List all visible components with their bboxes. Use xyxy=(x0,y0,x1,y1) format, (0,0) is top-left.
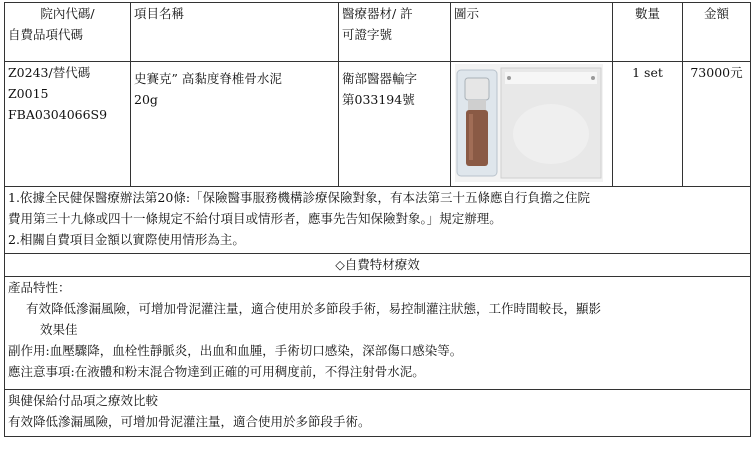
comparison-row xyxy=(5,390,751,437)
item-license xyxy=(339,62,451,187)
features-heading: 產品特性： xyxy=(8,280,71,295)
header-code-line1: 院內代碼/ xyxy=(40,6,95,21)
note-line-2: 費用第三十九條或四十一條規定不給付項目或情形者，應事先告知保險對象。」規定辦理。 xyxy=(8,211,502,226)
features-body-line2: 效果佳 xyxy=(40,322,78,337)
header-image xyxy=(451,3,613,62)
item-name-line1: 史賽克” 高黏度脊椎骨水泥 xyxy=(134,71,282,86)
header-name-text: 項目名稱 xyxy=(134,6,185,21)
item-image-cell xyxy=(451,62,613,187)
header-amount xyxy=(683,3,751,62)
comparison-body: 有效降低滲漏風險，可增加骨泥灌注量，適合使用於多節段手術。 xyxy=(8,414,371,429)
header-amount-text: 金額 xyxy=(703,6,729,21)
item-name xyxy=(131,62,339,187)
item-amount-text: 73000元 xyxy=(690,65,743,80)
item-quantity-text: 1 set xyxy=(632,65,663,80)
item-license-line2: 第033194號 xyxy=(342,92,415,107)
features-cell xyxy=(5,277,751,390)
item-quantity xyxy=(613,62,683,187)
item-table xyxy=(4,2,751,437)
product-photo xyxy=(455,64,603,182)
comparison-cell xyxy=(5,390,751,437)
item-image-wrap xyxy=(451,62,612,178)
item-code-3: FBA0304066S9 xyxy=(8,107,108,122)
header-license-line1: 醫療器材/ 許 xyxy=(342,6,413,21)
section-title-row xyxy=(5,254,751,277)
header-code-line2: 自費品項代碼 xyxy=(8,27,84,42)
note-line-3: 2.相關自費項目金額以實際使用情形為主。 xyxy=(8,232,245,247)
notes-row xyxy=(5,187,751,254)
header-quantity-text: 數量 xyxy=(634,6,660,21)
note-line-1: 1.依據全民健保醫療辦法第20條:「保險醫事服務機構診療保險對象，有本法第三十五條應自行負擔之住院 xyxy=(8,190,591,205)
document-page xyxy=(4,2,750,457)
header-code xyxy=(5,3,131,62)
header-name xyxy=(131,3,339,62)
cautions: 應注意事項:在液體和粉末混合物達到正確的可用稠度前，不得注射骨水泥。 xyxy=(8,364,425,379)
item-amount xyxy=(683,62,751,187)
header-license-line2: 可證字號 xyxy=(342,27,393,42)
features-body-line1: 有效降低滲漏風險，可增加骨泥灌注量，適合使用於多節段手術，易控制灌注狀態，工作時間較長，顯影 xyxy=(26,301,602,316)
item-row xyxy=(5,62,751,187)
item-license-line1: 衛部醫器輸字 xyxy=(342,71,418,86)
header-image-text: 圖示 xyxy=(454,6,480,21)
comparison-heading: 與健保給付品項之療效比較 xyxy=(8,393,159,408)
section-title: ◇自費特材療效 xyxy=(5,254,751,277)
header-row xyxy=(5,3,751,62)
side-effects: 副作用:血壓驟降，血栓性靜脈炎，出血和血腫，手術切口感染，深部傷口感染等。 xyxy=(8,343,463,358)
header-quantity xyxy=(613,3,683,62)
features-row xyxy=(5,277,751,390)
header-license xyxy=(339,3,451,62)
item-code-1: Z0243/替代碼 xyxy=(8,65,91,80)
item-code-2: Z0015 xyxy=(8,86,49,101)
vial-cap xyxy=(465,78,489,100)
notes-cell xyxy=(5,187,751,254)
item-name-line2: 20g xyxy=(134,92,158,107)
item-codes xyxy=(5,62,131,187)
